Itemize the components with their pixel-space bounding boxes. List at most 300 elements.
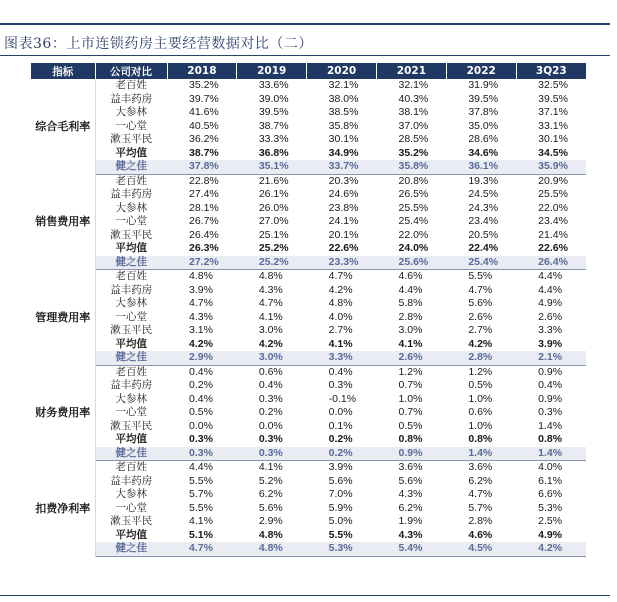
value-cell: 0.8%	[468, 433, 493, 446]
company-name: 平均值	[115, 528, 147, 541]
value-cell: 38.7%	[258, 119, 289, 132]
table-row	[31, 147, 586, 161]
table-row	[31, 215, 586, 229]
value-cell: 2.9%	[167, 351, 237, 365]
value-cell: 4.8%	[237, 542, 307, 556]
value-cell: 39.5%	[538, 92, 568, 105]
value-cell: 28.5%	[398, 133, 429, 146]
value-cell: 27.2%	[167, 256, 237, 270]
value-cell: 2.8%	[446, 351, 516, 365]
value-cell: 6.1%	[538, 474, 563, 487]
value-cell: 4.1%	[398, 337, 423, 350]
table-row	[31, 270, 586, 284]
value-cell: 4.7%	[258, 297, 283, 310]
value-cell: 4.8%	[328, 297, 353, 310]
value-cell: 33.7%	[307, 160, 377, 174]
value-cell: 21.4%	[538, 228, 568, 241]
table-row	[31, 160, 586, 174]
value-cell: 0.5%	[398, 419, 423, 432]
value-cell: 22.6%	[328, 242, 359, 255]
value-cell: 26.7%	[189, 215, 219, 228]
value-cell: 3.3%	[307, 351, 377, 365]
value-cell: 25.2%	[258, 242, 289, 255]
value-cell: 1.0%	[468, 392, 493, 405]
value-cell: 38.7%	[189, 146, 219, 159]
value-cell: 20.1%	[328, 228, 359, 241]
value-cell: 28.1%	[189, 201, 219, 214]
value-cell: 3.0%	[258, 324, 283, 337]
metric-label: 综合毛利率	[31, 79, 95, 174]
value-cell: 2.5%	[538, 515, 563, 528]
value-cell: 39.5%	[258, 106, 289, 119]
value-cell: 23.4%	[538, 215, 568, 228]
table-row	[31, 133, 586, 147]
value-cell: 4.2%	[189, 337, 213, 350]
table-row	[31, 256, 586, 270]
value-cell: 5.7%	[468, 501, 493, 514]
company-name: 益丰药房	[110, 92, 153, 105]
company-name: 老百姓	[115, 174, 147, 187]
value-cell: 4.2%	[258, 337, 283, 350]
value-cell: 40.5%	[189, 119, 219, 132]
value-cell: 31.9%	[468, 79, 499, 92]
company-name: 漱玉平民	[110, 419, 153, 432]
value-cell: 23.3%	[307, 256, 377, 270]
value-cell: 2.6%	[468, 310, 493, 323]
table-row	[31, 338, 586, 352]
value-cell: 35.8%	[376, 160, 446, 174]
value-cell: 5.8%	[398, 297, 423, 310]
value-cell: 24.1%	[328, 215, 359, 228]
value-cell: 34.9%	[328, 146, 359, 159]
value-cell: 0.6%	[468, 406, 493, 419]
value-cell: 36.1%	[446, 160, 516, 174]
company-name: 老百姓	[115, 461, 147, 474]
value-cell: 0.0%	[258, 419, 283, 432]
value-cell: 0.8%	[398, 433, 423, 446]
value-cell: 5.6%	[468, 297, 493, 310]
value-cell: 0.2%	[328, 433, 353, 446]
value-cell: 36.8%	[258, 146, 289, 159]
value-cell: 21.6%	[258, 174, 289, 187]
metric-label: 财务费用率	[31, 365, 95, 461]
table-row	[31, 365, 586, 379]
value-cell: 4.1%	[328, 337, 353, 350]
value-cell: 7.0%	[328, 488, 353, 501]
value-cell: 5.0%	[328, 515, 353, 528]
value-cell: 20.8%	[398, 174, 429, 187]
value-cell: 5.1%	[189, 528, 213, 541]
table-row	[31, 515, 586, 529]
value-cell: 1.0%	[468, 419, 493, 432]
value-cell: 35.2%	[398, 146, 429, 159]
value-cell: 4.8%	[258, 528, 283, 541]
value-cell: 5.9%	[328, 501, 353, 514]
value-cell: 22.6%	[538, 242, 568, 255]
table-row	[31, 475, 586, 489]
table-body	[31, 79, 586, 556]
value-cell: 39.7%	[189, 92, 219, 105]
value-cell: 1.2%	[398, 365, 423, 378]
table-row	[31, 447, 586, 461]
company-name: 益丰药房	[110, 188, 153, 201]
company-name: 一心堂	[115, 406, 147, 419]
company-name: 漱玉平民	[110, 133, 153, 146]
value-cell: 5.2%	[258, 474, 283, 487]
value-cell: 24.6%	[328, 188, 359, 201]
value-cell: 19.3%	[468, 174, 499, 187]
table-row	[31, 284, 586, 298]
table-row	[31, 324, 586, 338]
value-cell: 5.6%	[258, 501, 283, 514]
value-cell: 26.1%	[258, 188, 289, 201]
value-cell: 3.9%	[538, 337, 563, 350]
company-name: 漱玉平民	[110, 515, 153, 528]
value-cell: 32.5%	[538, 79, 568, 92]
top-rule	[0, 23, 610, 25]
value-cell: 24.5%	[468, 188, 499, 201]
value-cell: 26.0%	[258, 201, 289, 214]
company-name: 老百姓	[115, 79, 147, 92]
table-row	[31, 229, 586, 243]
table-row	[31, 106, 586, 120]
value-cell: 5.3%	[538, 501, 563, 514]
header-company: 公司对比	[95, 63, 167, 79]
value-cell: 38.5%	[328, 106, 359, 119]
company-name: 老百姓	[115, 365, 147, 378]
value-cell: 0.7%	[398, 379, 423, 392]
company-name: 益丰药房	[110, 474, 153, 487]
company-name: 健之佳	[95, 256, 167, 270]
value-cell: 25.2%	[237, 256, 307, 270]
value-cell: 40.3%	[398, 92, 429, 105]
value-cell: 26.3%	[189, 242, 219, 255]
value-cell: 5.5%	[468, 270, 493, 283]
value-cell: 26.4%	[189, 228, 219, 241]
value-cell: 0.0%	[189, 419, 213, 432]
value-cell: 0.3%	[167, 447, 237, 461]
value-cell: 33.1%	[538, 119, 568, 132]
value-cell: 0.4%	[189, 365, 213, 378]
value-cell: 23.8%	[328, 201, 359, 214]
value-cell: 6.6%	[538, 488, 563, 501]
metric-label: 管理费用率	[31, 270, 95, 366]
company-name: 大参林	[115, 392, 147, 405]
value-cell: 20.9%	[538, 174, 568, 187]
value-cell: 28.6%	[468, 133, 499, 146]
value-cell: 0.0%	[328, 406, 353, 419]
table-row	[31, 202, 586, 216]
table-row	[31, 502, 586, 516]
value-cell: 4.0%	[328, 310, 353, 323]
value-cell: 4.8%	[258, 270, 283, 283]
value-cell: 38.0%	[328, 92, 359, 105]
value-cell: 1.4%	[446, 447, 516, 461]
value-cell: 24.0%	[398, 242, 429, 255]
value-cell: 36.2%	[189, 133, 219, 146]
value-cell: 24.3%	[468, 201, 499, 214]
value-cell: 37.1%	[538, 106, 568, 119]
value-cell: 22.0%	[538, 201, 568, 214]
value-cell: 25.5%	[398, 201, 429, 214]
table-row	[31, 297, 586, 311]
value-cell: 5.5%	[328, 528, 353, 541]
value-cell: 22.4%	[468, 242, 499, 255]
value-cell: 25.4%	[446, 256, 516, 270]
value-cell: 3.6%	[398, 461, 423, 474]
table-row	[31, 461, 586, 475]
comparison-table	[31, 63, 586, 557]
value-cell: 4.7%	[328, 270, 353, 283]
value-cell: 2.8%	[398, 310, 423, 323]
value-cell: 2.1%	[516, 351, 586, 365]
table-row	[31, 393, 586, 407]
value-cell: 4.3%	[398, 488, 423, 501]
value-cell: 22.8%	[189, 174, 219, 187]
value-cell: 4.4%	[538, 283, 563, 296]
value-cell: 2.6%	[376, 351, 446, 365]
company-name: 平均值	[115, 337, 147, 350]
value-cell: 0.2%	[307, 447, 377, 461]
value-cell: 1.0%	[398, 392, 423, 405]
metric-label: 扣费净利率	[31, 461, 95, 557]
value-cell: 3.6%	[468, 461, 493, 474]
header-2021: 2021	[376, 63, 446, 79]
value-cell: 0.3%	[258, 433, 283, 446]
value-cell: 0.3%	[328, 379, 353, 392]
table-row	[31, 188, 586, 202]
value-cell: 35.0%	[468, 119, 499, 132]
value-cell: 1.4%	[516, 447, 586, 461]
value-cell: 3.3%	[538, 324, 563, 337]
value-cell: 5.6%	[328, 474, 353, 487]
company-name: 健之佳	[95, 160, 167, 174]
company-name: 老百姓	[115, 270, 147, 283]
value-cell: 0.4%	[189, 392, 213, 405]
value-cell: 25.5%	[538, 188, 568, 201]
value-cell: 3.9%	[328, 461, 353, 474]
value-cell: 1.2%	[468, 365, 493, 378]
company-name: 一心堂	[115, 310, 147, 323]
value-cell: 0.9%	[538, 392, 563, 405]
value-cell: 27.4%	[189, 188, 219, 201]
value-cell: 4.3%	[258, 283, 283, 296]
value-cell: 0.9%	[538, 365, 563, 378]
value-cell: 4.0%	[538, 461, 563, 474]
company-name: 健之佳	[95, 542, 167, 556]
value-cell: 0.5%	[468, 379, 493, 392]
value-cell: 5.5%	[189, 501, 213, 514]
value-cell: 25.6%	[376, 256, 446, 270]
value-cell: 4.4%	[538, 270, 563, 283]
value-cell: 32.1%	[328, 79, 359, 92]
company-name: 一心堂	[115, 119, 147, 132]
value-cell: 6.2%	[258, 488, 283, 501]
header-2019: 2019	[237, 63, 307, 79]
value-cell: 5.7%	[189, 488, 213, 501]
value-cell: 0.3%	[189, 433, 213, 446]
figure-title: 图表36：上市连锁药房主要经营数据对比（二）	[4, 36, 313, 52]
value-cell: 27.0%	[258, 215, 289, 228]
table-row	[31, 406, 586, 420]
value-cell: 4.9%	[538, 528, 563, 541]
value-cell: 5.3%	[307, 542, 377, 556]
header-row	[31, 63, 586, 79]
value-cell: 4.3%	[189, 310, 213, 323]
value-cell: 0.4%	[328, 365, 353, 378]
value-cell: 6.2%	[468, 474, 493, 487]
value-cell: 4.7%	[468, 488, 493, 501]
value-cell: 26.5%	[398, 188, 429, 201]
value-cell: 4.7%	[167, 542, 237, 556]
value-cell: 26.4%	[516, 256, 586, 270]
value-cell: 23.4%	[468, 215, 499, 228]
company-name: 大参林	[115, 201, 147, 214]
value-cell: 35.2%	[189, 79, 219, 92]
value-cell: 5.4%	[376, 542, 446, 556]
company-name: 一心堂	[115, 501, 147, 514]
company-name: 大参林	[115, 106, 147, 119]
value-cell: 2.8%	[468, 515, 493, 528]
value-cell: 20.3%	[328, 174, 359, 187]
header-2022: 2022	[446, 63, 516, 79]
company-name: 平均值	[115, 242, 147, 255]
table-row	[31, 79, 586, 93]
value-cell: 5.5%	[189, 474, 213, 487]
value-cell: 22.0%	[398, 228, 429, 241]
value-cell: 6.2%	[398, 501, 423, 514]
company-name: 平均值	[115, 433, 147, 446]
value-cell: 0.5%	[189, 406, 213, 419]
value-cell: 32.1%	[398, 79, 429, 92]
value-cell: 37.8%	[468, 106, 499, 119]
value-cell: 4.1%	[258, 310, 283, 323]
value-cell: 41.6%	[189, 106, 219, 119]
company-name: 健之佳	[95, 351, 167, 365]
company-name: 漱玉平民	[110, 324, 153, 337]
value-cell: 2.7%	[468, 324, 493, 337]
bottom-rule	[0, 595, 610, 596]
value-cell: 4.4%	[398, 283, 423, 296]
value-cell: 4.3%	[398, 528, 423, 541]
metric-label: 销售费用率	[31, 174, 95, 270]
table-row	[31, 542, 586, 556]
header-2020: 2020	[307, 63, 377, 79]
table-row	[31, 529, 586, 543]
value-cell: 38.1%	[398, 106, 429, 119]
value-cell: 3.0%	[398, 324, 423, 337]
value-cell: 0.4%	[258, 379, 283, 392]
company-name: 健之佳	[95, 447, 167, 461]
value-cell: 4.1%	[189, 515, 213, 528]
header-metric: 指标	[31, 63, 95, 79]
value-cell: 25.1%	[258, 228, 289, 241]
table-row	[31, 420, 586, 434]
value-cell: 4.2%	[516, 542, 586, 556]
value-cell: 4.2%	[328, 283, 353, 296]
value-cell: 0.2%	[258, 406, 283, 419]
value-cell: 37.8%	[167, 160, 237, 174]
value-cell: 4.5%	[446, 542, 516, 556]
value-cell: 39.5%	[468, 92, 499, 105]
value-cell: 0.4%	[538, 379, 563, 392]
value-cell: 0.3%	[237, 447, 307, 461]
table-header	[31, 63, 586, 79]
value-cell: 0.6%	[258, 365, 283, 378]
value-cell: 34.5%	[538, 146, 568, 159]
value-cell: 3.1%	[189, 324, 213, 337]
value-cell: 4.1%	[258, 461, 283, 474]
company-name: 大参林	[115, 488, 147, 501]
value-cell: 4.7%	[468, 283, 493, 296]
value-cell: 0.9%	[376, 447, 446, 461]
company-name: 平均值	[115, 146, 147, 159]
table-row	[31, 120, 586, 134]
table-row	[31, 242, 586, 256]
value-cell: 0.1%	[328, 419, 353, 432]
value-cell: 0.3%	[538, 406, 563, 419]
value-cell: 34.6%	[468, 146, 499, 159]
value-cell: 35.8%	[328, 119, 359, 132]
value-cell: 4.6%	[468, 528, 493, 541]
value-cell: 5.6%	[398, 474, 423, 487]
value-cell: 4.8%	[189, 270, 213, 283]
header-3q23: 3Q23	[516, 63, 586, 79]
value-cell: 33.6%	[258, 79, 289, 92]
table-row	[31, 93, 586, 107]
value-cell: 39.0%	[258, 92, 289, 105]
company-name: 大参林	[115, 297, 147, 310]
company-name: 漱玉平民	[110, 228, 153, 241]
value-cell: 0.8%	[538, 433, 563, 446]
value-cell: 1.4%	[538, 419, 563, 432]
value-cell: 2.6%	[538, 310, 563, 323]
value-cell: 20.5%	[468, 228, 499, 241]
value-cell: 33.3%	[258, 133, 289, 146]
table-row	[31, 351, 586, 365]
value-cell: 4.4%	[189, 461, 213, 474]
table-row	[31, 488, 586, 502]
value-cell: -0.1%	[328, 392, 357, 405]
value-cell: 30.1%	[328, 133, 359, 146]
value-cell: 37.0%	[398, 119, 429, 132]
value-cell: 3.9%	[189, 283, 213, 296]
value-cell: 0.2%	[189, 379, 213, 392]
value-cell: 0.7%	[398, 406, 423, 419]
company-name: 益丰药房	[110, 283, 153, 296]
table-row	[31, 311, 586, 325]
table-row	[31, 379, 586, 393]
value-cell: 30.1%	[538, 133, 568, 146]
value-cell: 25.4%	[398, 215, 429, 228]
company-name: 一心堂	[115, 215, 147, 228]
value-cell: 2.7%	[328, 324, 353, 337]
comparison-table-container	[31, 63, 586, 557]
value-cell: 3.0%	[237, 351, 307, 365]
value-cell: 4.6%	[398, 270, 423, 283]
header-2018: 2018	[167, 63, 237, 79]
value-cell: 4.9%	[538, 297, 563, 310]
value-cell: 0.3%	[258, 392, 283, 405]
value-cell: 4.7%	[189, 297, 213, 310]
table-row	[31, 174, 586, 188]
title-rule	[0, 55, 610, 56]
company-name: 益丰药房	[110, 379, 153, 392]
value-cell: 4.2%	[468, 337, 493, 350]
value-cell: 2.9%	[258, 515, 283, 528]
table-row	[31, 433, 586, 447]
value-cell: 35.9%	[516, 160, 586, 174]
